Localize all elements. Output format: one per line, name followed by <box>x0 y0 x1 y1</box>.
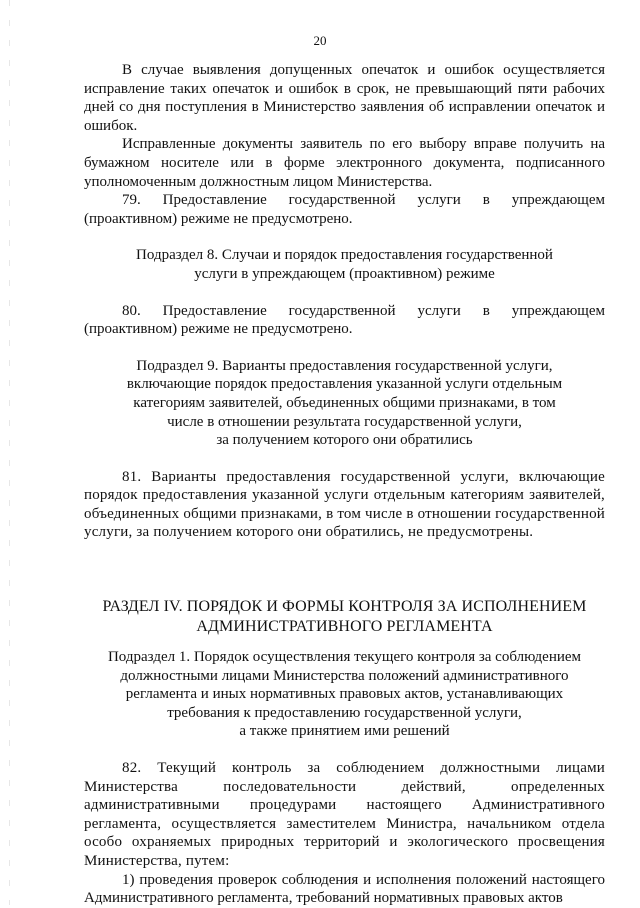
section-4-line: АДМИНИСТРАТИВНОГО РЕГЛАМЕНТА <box>196 617 493 635</box>
subsection-9-heading <box>84 357 605 450</box>
subsection-9-line: включающие порядок предоставления указанной услуги отдельным <box>126 376 563 393</box>
subsection-8-line: услуги в упреждающем (проактивном) режиме <box>194 265 495 282</box>
section-4-line: РАЗДЕЛ IV. ПОРЯДОК И ФОРМЫ КОНТРОЛЯ ЗА ИСПОЛНЕНИЕМ <box>102 598 587 616</box>
subsection-1-line: должностными лицами Министерства положений административного <box>120 667 569 684</box>
paragraph-82: 82. Текущий контроль за соблюдением должностными лицами Министерства последовательности действий, определенных административными процедурами настоящего Административного регламента, осуществляется заместителем Министра, начальником отдела особо охраняемых природных территорий и экологического просвещения Министерства, путем: <box>84 760 605 869</box>
subsection-8-heading <box>84 246 605 283</box>
subsection-9-line: категориям заявителей, объединенных общими признаками, в том <box>133 394 556 411</box>
subsection-1-line: а также принятием ими решений <box>239 723 450 740</box>
subsection-8-line: Подраздел 8. Случаи и порядок предоставления государственной <box>136 247 553 264</box>
paragraph-80: 80. Предоставление государственной услуги в упреждающем (проактивном) режиме не предусмотрено. <box>84 302 605 338</box>
subsection-1-line: требования к предоставлению государственной услуги, <box>167 704 522 721</box>
paragraph-82-item-1: 1) проведения проверок соблюдения и исполнения положений настоящего Административного регламента, требований нормативных правовых актов <box>84 871 605 907</box>
paragraph-corrected-documents: Исправленные документы заявитель по его выбору вправе получить на бумажном носителе или в форме электронного документа, подписанного уполномоченным должностным лицом Министерства. <box>84 136 605 190</box>
scan-edge-mark <box>9 0 10 905</box>
subsection-9-line: за получением которого они обратились <box>216 432 473 449</box>
page-number: 20 <box>313 33 327 48</box>
paragraph-81: 81. Варианты предоставления государственной услуги, включающие порядок предоставления указанной услуги отдельным категориям заявителей, объединенных общими признаками, в том числе в отношении государственной услуги, за получением которого они обратились, не предусмотрены. <box>84 468 605 541</box>
paragraph-typo-correction: В случае выявления допущенных опечаток и ошибок осуществляется исправление таких опечаток и ошибок в срок, не превышающий пяти рабочих дней со дня поступления в Министерство заявления об исправлении опечаток и ошибок. <box>84 62 605 134</box>
subsection-9-line: Подраздел 9. Варианты предоставления государственной услуги, <box>136 357 553 374</box>
subsection-1-line: регламента и иных нормативных правовых актов, устанавливающих <box>125 686 564 703</box>
subsection-1-heading <box>84 648 605 741</box>
subsection-1-line: Подраздел 1. Порядок осуществления текущего контроля за соблюдением <box>107 649 582 666</box>
paragraph-79: 79. Предоставление государственной услуги в упреждающем (проактивном) режиме не предусмотрено. <box>84 192 605 227</box>
section-4-heading <box>84 597 605 636</box>
document-body <box>84 61 605 908</box>
subsection-9-line: числе в отношении результата государственной услуги, <box>167 413 522 430</box>
